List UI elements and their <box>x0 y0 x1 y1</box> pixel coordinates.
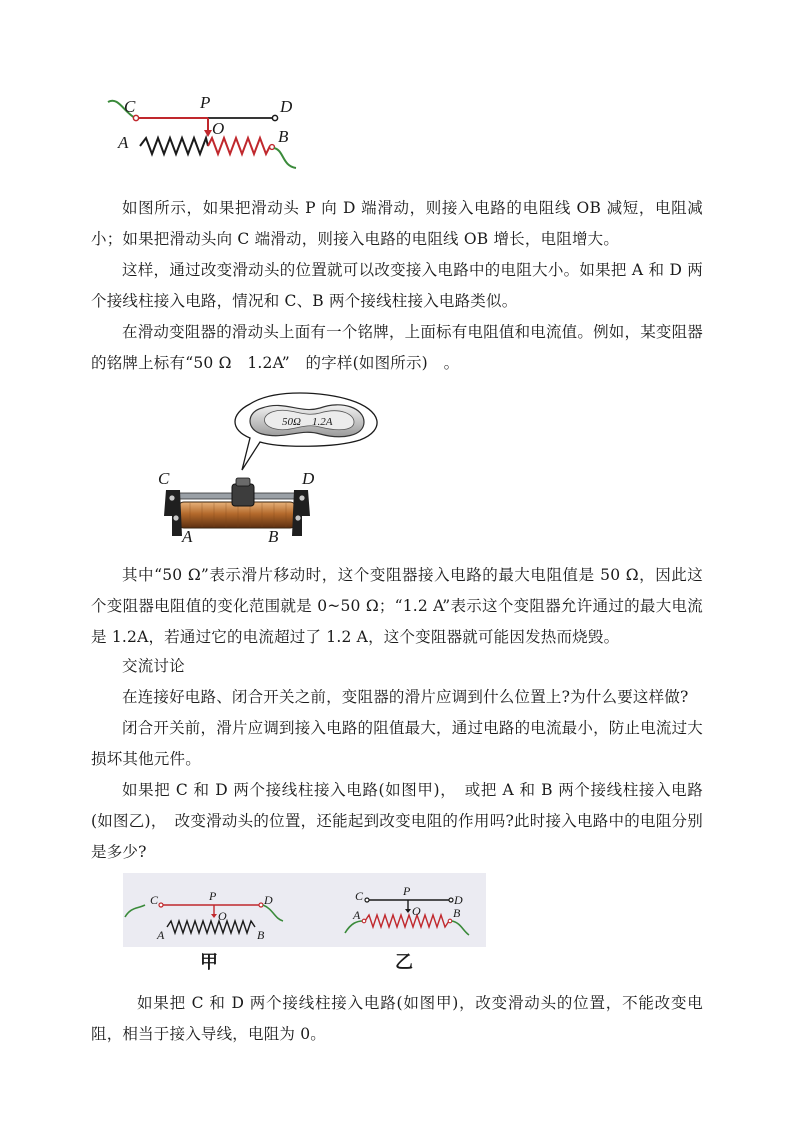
label-p: P <box>200 93 211 112</box>
answer-1: 闭合开关前，滑片应调到接入电路的阻值最大，通过电路的电流最小，防止电流过大损坏其他元件。 <box>91 719 703 768</box>
label-p: P <box>209 889 217 903</box>
answer-2: 如果把 C 和 D 两个接线柱接入电路(如图甲)，改变滑动头的位置，不能改变电阻，相当于接入导线，电阻为 0。 <box>91 994 703 1043</box>
label-b: B <box>278 127 289 146</box>
label-a: A <box>157 928 165 942</box>
question-1: 在连接好电路、闭合开关之前，变阻器的滑片应调到什么位置上?为什么要这样做? <box>122 688 689 706</box>
label-a: A <box>182 527 193 546</box>
paragraph-4: 其中“50 Ω”表示滑片移动时，这个变阻器接入电路的最大电阻值是 50 Ω，因此这个变阻器电阻值的变化范围就是 0~50 Ω；“1.2 A”表示这个变阻器允许通过的最大电流是 1.2A，若通过它的电流超过了 1.2 A，这个变阻器就可能因发热而烧毁。 <box>91 566 703 646</box>
label-o: O <box>412 904 421 918</box>
label-o: O <box>212 119 225 138</box>
label-b: B <box>268 527 279 546</box>
label-d: D <box>280 97 293 116</box>
section-heading: 交流讨论 <box>122 657 185 675</box>
label-c: C <box>355 889 364 903</box>
nameplate-text: 50Ω 1.2A <box>282 416 333 428</box>
label-b: B <box>453 906 461 920</box>
caption-jia: 甲 <box>200 952 218 973</box>
paragraph-2: 这样，通过改变滑动头的位置就可以改变接入电路中的电阻大小。如果把 A 和 D 两个接线柱接入电路，情况和 C、B 两个接线柱接入电路类似。 <box>91 261 703 310</box>
label-a: A <box>353 908 361 922</box>
label-a: A <box>118 133 129 152</box>
paragraph-3: 在滑动变阻器的滑动头上面有一个铭牌，上面标有电阻值和电流值。例如，某变阻器的铭牌上标有“50 Ω 1.2A” 的字样(如图所示) 。 <box>91 323 703 372</box>
caption-yi: 乙 <box>395 952 413 973</box>
comparison-diagrams <box>123 873 486 947</box>
paragraph-1: 如图所示，如果把滑动头 P 向 D 端滑动，则接入电路的电阻线 OB 减短，电阻减小；如果把滑动头向 C 端滑动，则接入电路的电阻线 OB 增长，电阻增大。 <box>91 199 703 248</box>
label-c: C <box>124 97 136 116</box>
rheostat-diagram <box>100 90 320 170</box>
label-b: B <box>257 928 265 942</box>
label-c: C <box>158 469 170 488</box>
rheostat-photo <box>150 390 390 550</box>
label-o: O <box>218 909 227 923</box>
comparison-figure-panel <box>123 873 486 947</box>
label-d: D <box>264 893 273 907</box>
label-d: D <box>302 469 315 488</box>
label-c: C <box>150 893 159 907</box>
label-p: P <box>403 884 411 898</box>
question-2: 如果把 C 和 D 两个接线柱接入电路(如图甲)， 或把 A 和 B 两个接线柱接入电路(如图乙)， 改变滑动头的位置，还能起到改变电阻的作用吗?此时接入电路中的电阻分别是多少? <box>91 781 703 861</box>
label-d: D <box>454 893 463 907</box>
